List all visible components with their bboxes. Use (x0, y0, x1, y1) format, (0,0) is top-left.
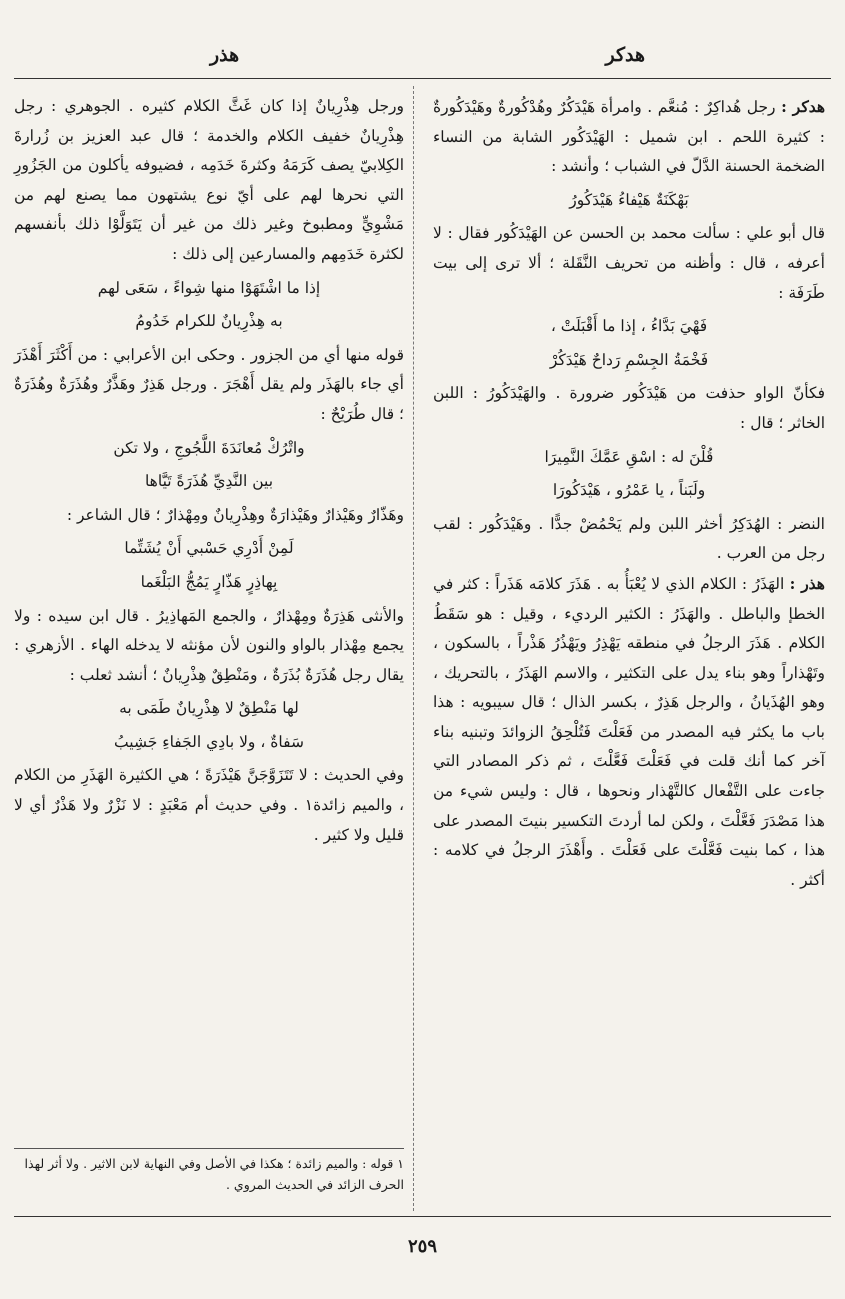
verse: فَخْمَةُ الجِسْمِ رَداحٌ هَيْدَكُرْ (549, 350, 709, 369)
verse: سَفاةٌ ، ولا بادِي الجَفاءِ جَشِيبُ (114, 732, 304, 751)
paragraph: وفي الحديث : لا تَتَزَوَّجَنَّ هَيْذَرَةً ؛ هي الكثيرة الهَذَرِ من الكلام ، والميم زائدة١ . وفي حديث أم مَعْبَدٍ : لا نَزْرٌ ولا هَذْرٌ أي لا قليل ولا كثير . (14, 766, 404, 844)
verse: واتْرُكْ مُعانَدَةَ اللَّجُوجِ ، ولا تكن (113, 438, 305, 457)
paragraph: النضر : الهُدَكِرُ أخثر اللبن ولم يَحْمُضْ جدًّا . وهَيْدَكُور : لقب رجل من العرب . (433, 514, 825, 563)
paragraph: فكأنّ الواو حذفت من هَيْدَكُور ضرورة . والهَيْدَكُورُ : اللبن الخاثر ؛ قال : (433, 384, 825, 432)
top-rule (14, 78, 831, 79)
paragraph: قوله منها أي من الجزور . وحكى ابن الأعرابي : من أَكْثَرَ أَهْذَرَ أي جاء بالهَذَر ولم يقل أَهْجَرَ . ورجل هَذِرٌ وهَذَّرٌ وهُذَرَةٌ وهُذَرَةٌ ؛ قال طُرَيْحٌ : (14, 345, 404, 423)
verse: فَهْيَ بَدَّاءُ ، إذا ما أَقْبَلَتْ ، (550, 317, 708, 336)
paragraph: وهَذّارٌ وهَيْذارٌ وهَيْذارَةٌ وهِذْرِيانٌ ومِهْذارٌ ؛ قال الشاعر : (66, 505, 404, 524)
verse: به هِذْرِيانٌ للكرام خَدُومُ (135, 312, 283, 331)
footnote: ١ قوله : والميم زائدة ؛ هكذا في الأصل وفي النهاية لابن الاثير . ولا أثر لهذا الحرف الزائد في الحديث المروي . (14, 1148, 404, 1195)
entry-text: الهَذَرُ : الكلام الذي لا يُعْبَأُ به . هَذَرَ كلامَه هَذَراً : كثر في الخطإ والباطل . والهَذَرُ : الكثير الرديء ، وقيل : هو سَقَطُ الكلام . هَذَرَ الرجلُ في منطقه يَهْذِرُ ويَهْذُرُ هَذْراً ، بالسكون ، وتَهْذاراً وهو بناء يدل على التكثير ، والاسم الهَذَرُ ، بالتحريك ، وهو الهُذَيانُ ، والرجل هَذِرٌ ، بكسر الذال ؛ قال سيبويه : هذا باب ما يكثر فيه المصدر من فَعَلْتَ فَتُلْحِقُ الزوائدَ وتبنيه بناء آخر كما أنك قلت في فَعَلْتَ فَعَّلْتَ ، ثم ذكر المصادر التي جاءت على التَّفْعال كالتَّهْذار ونحوها ، قال : وليس شيء من هذا مَصْدَرَ فَعَّلْتَ ، ولكن لما أردتَ التكسير بنيتَ المصدر على هذا ، كما بنيت فَعَّلْتَ على فَعَلْتَ . وأَهْذَرَ الرجلُ في كلامه : أكثر . (433, 574, 825, 889)
verse: بِهاذِرٍ هَذّارٍ يَمُجُّ البَلْغَما (140, 572, 278, 591)
paragraph: ورجل هِذْرِيانٌ إذا كان غَثَّ الكلام كثيره . الجوهري : رجل هِذْرِيانٌ خفيف الكلام والخدمة ؛ قال عبد العزيز بن زُرارةَ الكِلابيّ يصف كَرَمَهُ وكثرةَ خَدَمِه ، فضيوفه يأكلون من الجَزُورِ التي نحرها لهم على أيّ نوع يشتهون مما يصنع لهم من مَشْوِيٍّ ومطبوخ وغير ذلك من غير أن يَتَوَلَّوْا ذلك بأنفسهم لكثرة خَدَمِهم والمسارعين إلى ذلك : (14, 97, 404, 263)
entry-headword: هذر : (789, 573, 825, 593)
page-number: ٢٥٩ (407, 1236, 437, 1257)
entry-hdhr (433, 569, 825, 896)
right-column (433, 92, 825, 895)
entry-text: رجل هُداكِرٌ : مُنعَّم . وامرأة هَيْدَكُرٌ وهُدْكُورةٌ وهَيْدَكُورةٌ : كثيرة اللحم . ابن شميل : الهَيْدَكُور الشابة من النساء الضخمة الحسنة الدَّلّ في الشباب ؛ وأنشد : (433, 98, 825, 176)
header-left-title: هذر (210, 44, 240, 66)
header-right-title: هدكر (605, 44, 645, 66)
entry-hdkr (433, 92, 825, 182)
entry-headword: هدكر : (781, 97, 826, 116)
bottom-rule (14, 1216, 831, 1217)
verse: قُلْنَ له : اسْقِ عَمَّكَ النَّمِيرَا (544, 447, 714, 466)
paragraph: قال أبو علي : سألت محمد بن الحسن عن الهَيْدَكُور فقال : لا أعرفه ، قال : وأظنه من تحريف النَّقَلة ؛ ألا ترى إلى بيت طَرَفَة : (433, 224, 825, 302)
verse: لها مَنْطِقٌ لا هِذْرِيانٌ طَمَى به (119, 699, 299, 718)
verse: بَهْكَنَةٌ هَيْفاءُ هَيْدَكُورُ (569, 190, 689, 209)
verse: ولَبَناً ، يا عَمْرُو ، هَيْدَكُورَا (552, 481, 706, 500)
verse: لَمِنْ أَدْرِي حَسْبي أَنْ يُشَتِّما (124, 539, 294, 558)
verse: بين النَّدِيِّ هُذَرَةً تَيَّاها (144, 472, 274, 491)
paragraph: والأنثى هَذِرَةٌ ومِهْذارٌ ، والجمع المَهاذِيرُ . قال ابن سيده : ولا يجمع مِهْذار بالواو والنون لأن مؤنثه لا يدخله الهاء . الأزهري : يقال رجل هُذَرَةٌ بُذَرَةٌ ، ومَنْطِقٌ هِذْرِيانٌ ؛ أنشد ثعلب : (14, 606, 404, 684)
column-divider (413, 86, 414, 1211)
left-column (14, 92, 404, 1207)
verse: إذا ما اشْتَهَوْا منها شِواءً ، سَعَى لهم (97, 278, 321, 297)
